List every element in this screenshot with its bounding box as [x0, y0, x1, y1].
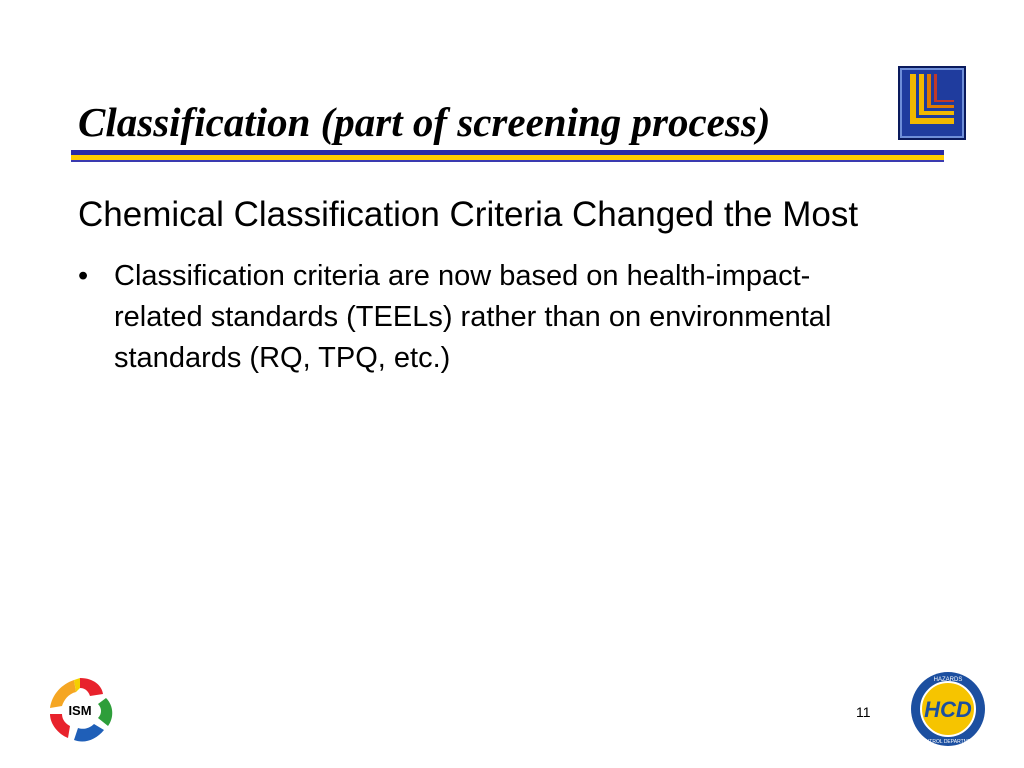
subheading: Chemical Classification Criteria Changed the Most: [78, 195, 859, 234]
ism-logo: [40, 672, 120, 748]
hcd-logo: [908, 670, 988, 748]
bullet-line: related standards (TEELs) rather than on environmental: [114, 301, 832, 333]
bullet-item: [78, 256, 978, 379]
hcd-ring-bottom-text: CONTROL DEPARTMENT: [918, 739, 978, 745]
page-number: 11: [856, 704, 871, 720]
ism-logo-text: ISM: [68, 703, 92, 718]
bullet-mark: •: [78, 260, 89, 292]
slide-title: Classification (part of screening process): [78, 99, 771, 145]
title-rule-blue-thin: [71, 160, 944, 162]
llnl-logo: [898, 66, 966, 140]
bullet-list: [78, 256, 978, 379]
bullet-line: standards (RQ, TPQ, etc.): [114, 342, 451, 374]
bullet-line: Classification criteria are now based on health-impact-: [114, 260, 811, 292]
hcd-ring-top-text: HAZARDS: [933, 677, 963, 683]
hcd-logo-text: HCD: [924, 697, 972, 722]
